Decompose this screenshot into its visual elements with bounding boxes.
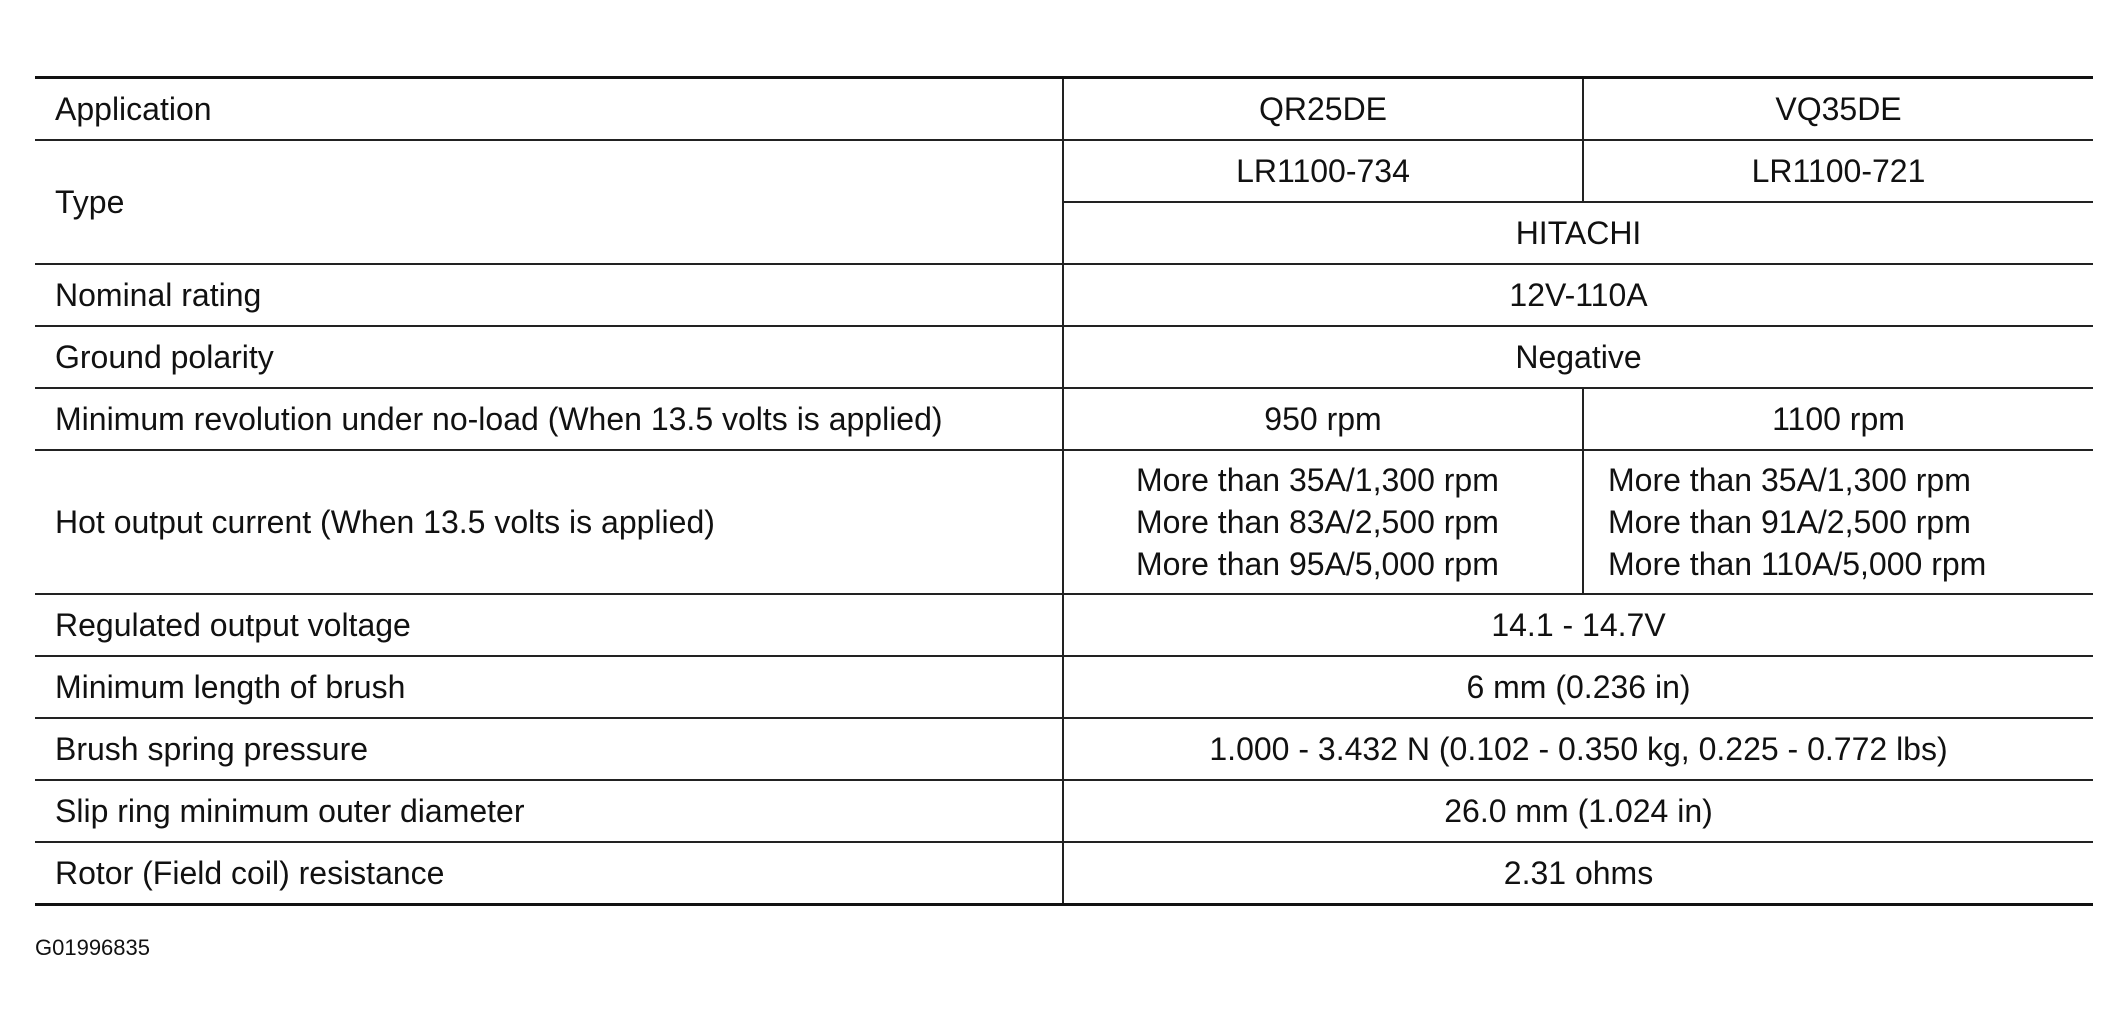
table-row bbox=[35, 450, 2093, 594]
row-label-hot-output: Hot output current (When 13.5 volts is applied) bbox=[35, 450, 1063, 594]
value-brush-spring: 1.000 - 3.432 N (0.102 - 0.350 kg, 0.225 - 0.772 lbs) bbox=[1063, 718, 2093, 780]
row-label-min-revolution: Minimum revolution under no-load (When 13.5 volts is applied) bbox=[35, 388, 1063, 450]
value-rotor-resistance: 2.31 ohms bbox=[1063, 842, 2093, 905]
type-maker: HITACHI bbox=[1063, 202, 2093, 264]
hot-output-line: More than 35A/1,300 rpm bbox=[1608, 462, 1971, 498]
table-row bbox=[35, 780, 2093, 842]
hot-output-qr25de bbox=[1063, 450, 1583, 594]
figure-id: G01996835 bbox=[35, 935, 150, 960]
row-label-brush-length: Minimum length of brush bbox=[35, 656, 1063, 718]
table-row bbox=[35, 594, 2093, 656]
table-row bbox=[35, 326, 2093, 388]
row-label-rotor-resistance: Rotor (Field coil) resistance bbox=[35, 842, 1063, 905]
min-revolution-qr25de: 950 rpm bbox=[1063, 388, 1583, 450]
hot-output-line: More than 95A/5,000 rpm bbox=[1136, 546, 1499, 582]
table-row bbox=[35, 388, 2093, 450]
value-brush-length: 6 mm (0.236 in) bbox=[1063, 656, 2093, 718]
table-row bbox=[35, 264, 2093, 326]
hot-output-vq35de bbox=[1583, 450, 2093, 594]
value-regulated-voltage: 14.1 - 14.7V bbox=[1063, 594, 2093, 656]
table-row bbox=[35, 718, 2093, 780]
table-row bbox=[35, 842, 2093, 905]
type-qr25de: LR1100-734 bbox=[1063, 140, 1583, 202]
hot-output-line: More than 91A/2,500 rpm bbox=[1608, 504, 1971, 540]
table-row-type bbox=[35, 140, 2093, 202]
row-label-ground-polarity: Ground polarity bbox=[35, 326, 1063, 388]
value-slip-ring: 26.0 mm (1.024 in) bbox=[1063, 780, 2093, 842]
table-row bbox=[35, 656, 2093, 718]
table-row-application bbox=[35, 78, 2093, 141]
hot-output-line: More than 35A/1,300 rpm bbox=[1136, 462, 1499, 498]
row-label-slip-ring: Slip ring minimum outer diameter bbox=[35, 780, 1063, 842]
hot-output-line: More than 83A/2,500 rpm bbox=[1136, 504, 1499, 540]
type-vq35de: LR1100-721 bbox=[1583, 140, 2093, 202]
header-qr25de: QR25DE bbox=[1063, 78, 1583, 141]
row-label-brush-spring: Brush spring pressure bbox=[35, 718, 1063, 780]
alternator-spec-table bbox=[35, 76, 2093, 906]
min-revolution-vq35de: 1100 rpm bbox=[1583, 388, 2093, 450]
row-label-type: Type bbox=[35, 140, 1063, 264]
hot-output-line: More than 110A/5,000 rpm bbox=[1608, 546, 1987, 582]
row-label-nominal-rating: Nominal rating bbox=[35, 264, 1063, 326]
value-nominal-rating: 12V-110A bbox=[1063, 264, 2093, 326]
value-ground-polarity: Negative bbox=[1063, 326, 2093, 388]
row-label-application: Application bbox=[35, 78, 1063, 141]
header-vq35de: VQ35DE bbox=[1583, 78, 2093, 141]
row-label-regulated-voltage: Regulated output voltage bbox=[35, 594, 1063, 656]
